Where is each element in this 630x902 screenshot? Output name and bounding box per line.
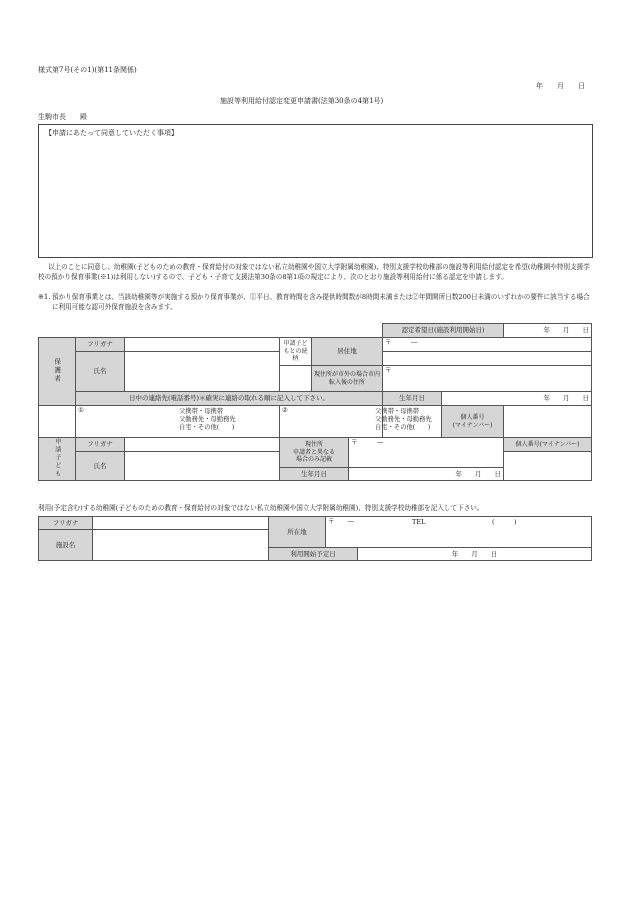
guardian-mynumber-field[interactable] (504, 406, 592, 438)
guardian-label: 保護者 (39, 338, 76, 406)
child-name-field[interactable] (125, 452, 280, 481)
location-field[interactable] (326, 517, 592, 548)
form-title: 施設等利用給付認定変更申請書(法第30条の4第1号) (220, 97, 384, 105)
facility-caption: 利用(予定含む)する幼稚園(子どものための教育・保育給付の対象ではない私立幼稚園や国立大学附属幼稚園)、特別支援学校幼稚部を記入して下さい。 (38, 504, 484, 512)
child-address-label: 現住所 申請者と異なる 場合のみ記載 (280, 438, 349, 468)
child-name-label: 氏名 (76, 452, 125, 481)
facility-table (38, 516, 592, 561)
consent-heading: 【申請にあたって同意していただく事項】 (45, 129, 178, 137)
child-furigana-label: フリガナ (76, 438, 125, 452)
facility-name-field[interactable] (93, 530, 269, 561)
contact-1-field[interactable] (76, 406, 280, 438)
location-label: 所在地 (269, 517, 326, 548)
contact-2-options: 父携帯・母携帯 父勤務先・母勤務先 自宅・その他( ) (375, 408, 432, 431)
tel-label: TEL (412, 518, 426, 526)
contact-2-marker: ② (282, 406, 288, 414)
contact-2-field[interactable] (280, 406, 432, 438)
guardian-furigana-field[interactable] (125, 338, 280, 352)
tel-paren: ( ) (492, 518, 517, 526)
start-date-field[interactable]: 年 月 日 (358, 548, 592, 561)
guardian-name-field[interactable] (125, 352, 280, 392)
relation-label: 申請子どもとの続柄 (280, 338, 312, 366)
addressee: 生駒市長 殿 (38, 113, 87, 121)
guardian-birth-field[interactable]: 年 月 日 (442, 392, 592, 406)
guardian-mynumber-label: 個人番号 (マイナンバー) (442, 406, 504, 438)
child-address-field[interactable]: 〒 ― (349, 438, 504, 468)
note-mark: ※1. (38, 293, 51, 301)
child-mynumber-field[interactable] (504, 452, 592, 481)
facility-furigana-label: フリガナ (39, 517, 93, 530)
note-text: 預かり保育事業とは、当該幼稚園等が実施する預かり保育事業が、①平日、教育時間を含み提供時間数が8時間未満または②年間開所日数200日未満のいずれかの要件に該当する場合に利用可能な認可外保育施設を含みます。 (52, 293, 590, 311)
child-furigana-field[interactable] (125, 438, 280, 452)
birth-label: 生年月日 (383, 392, 442, 406)
desired-date-label: 認定希望日(施設利用開始日) (383, 324, 504, 338)
guardian-name-label: 氏名 (76, 352, 125, 392)
contact-1-marker: ① (78, 406, 84, 414)
submission-date: 年 月 日 (536, 82, 585, 90)
child-label: 申請子ども (39, 438, 76, 481)
body-paragraph: 以上のことに同意し、幼稚園(子どものための教育・保育給付の対象ではない私立幼稚園や国立大学附属幼稚園)、特別支援学校幼稚部の施設等利用給付認定を希望(幼稚園や特別支援学校の預かり保育事業(※1)は利用しない)するので、子ども・子育て支援法第30条の8第1項の規定により、次のとおり施設等利用給付に係る認定を申請します。 (38, 263, 590, 281)
contact-label: 日中の連絡先(電話番号)＊確実に連絡の取れる順に記入して下さい。 (76, 392, 383, 406)
outside-city-label: 現住所が市外の場合市内転入後の住所 (312, 366, 383, 392)
facility-name-label: 施設名 (39, 530, 93, 561)
application-table (38, 323, 592, 481)
facility-furigana-field[interactable] (93, 517, 269, 530)
child-mynumber-label: 個人番号(マイナンバー) (504, 438, 592, 452)
residence-field[interactable]: 〒 ― (383, 338, 592, 352)
contact-1-options: 父携帯・母携帯 父勤務先・母勤務先 自宅・その他( ) (179, 408, 236, 431)
desired-date-field[interactable]: 年 月 日 (504, 324, 592, 338)
child-birth-label: 生年月日 (280, 468, 349, 481)
start-date-label: 利用開始予定日 (269, 548, 358, 561)
guardian-furigana-label: フリガナ (76, 338, 125, 352)
consent-box (38, 124, 593, 258)
location-postal: 〒 ― (328, 517, 354, 525)
child-birth-field[interactable]: 年 月 日 (349, 468, 504, 481)
relation-field[interactable] (280, 366, 312, 392)
residence-label: 居住地 (312, 338, 383, 366)
form-number: 様式第7号(その1)(第11条関係) (38, 66, 137, 74)
outside-city-field[interactable]: 〒 (383, 366, 592, 392)
